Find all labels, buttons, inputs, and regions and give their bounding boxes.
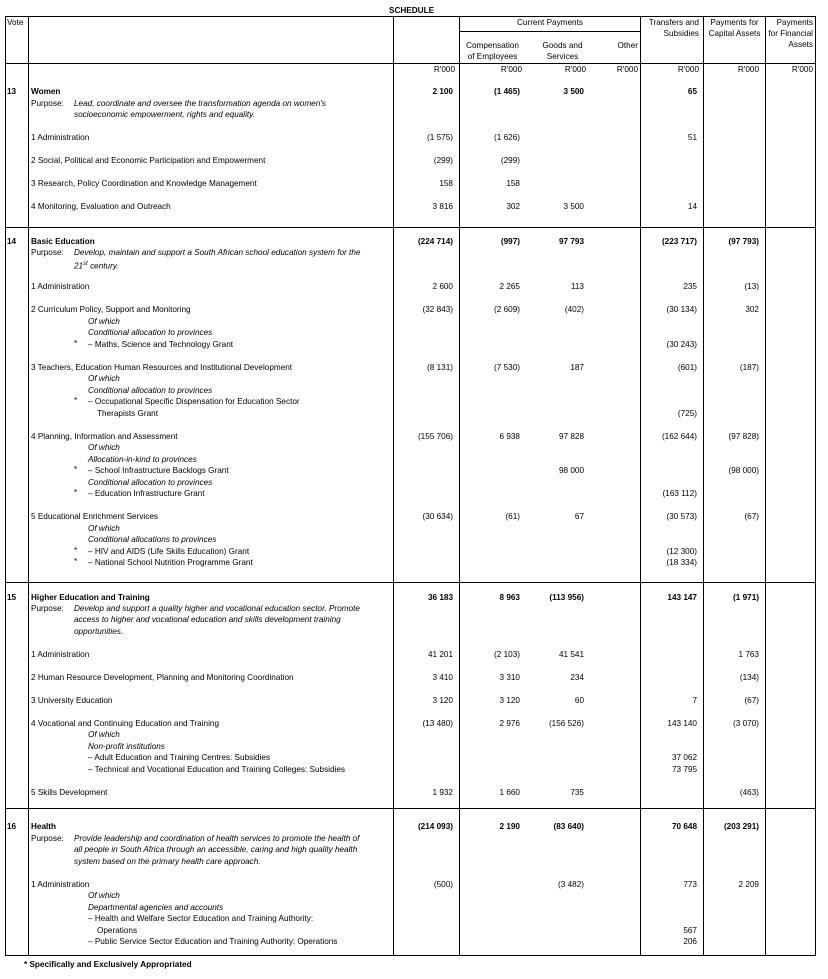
comp-header-line1: Compensation [466,41,519,50]
purpose-text-tail: century. [90,261,119,271]
vote-goods: (83 640) [553,822,584,831]
vote-name: Women [31,87,61,96]
programme-comp: (61) [505,512,520,521]
vote-total: (214 093) [417,822,453,831]
vote-name: Health [31,822,57,831]
programme-label: 1 Administration [31,282,90,291]
programme-total: (30 634) [422,512,453,521]
goods-header-line2: Services [546,52,579,61]
of-which-label: Of which [88,374,120,383]
programme-transfers: (30 573) [666,512,697,521]
programme-comp: (1 626) [494,133,520,142]
programme-transfers: (601) [677,363,697,372]
programme-comp: 3 310 [499,673,520,682]
purpose-text-superscript: st [83,261,88,267]
vote-divider-14 [5,227,815,228]
purpose-text: access to higher and vocational education and skills development training [74,615,341,624]
grant-label: – Adult Education and Training Centres: Subsidies [88,753,271,762]
appropriation-star: * [74,488,78,497]
current-payments-header: Current Payments [517,18,583,27]
grant-transfers: 567 [683,926,697,935]
schedule-title: SCHEDULE [389,6,435,15]
purpose-text: Develop, maintain and support a South African school education system for the [74,248,361,257]
programme-transfers: (30 134) [666,305,697,314]
col-border-vote [28,16,29,956]
appropriation-star: * [74,396,78,405]
grant-transfers: (30 243) [666,340,697,349]
unit-label-total: R'000 [433,65,455,74]
programme-total: 158 [439,179,453,188]
vote-capital: (203 291) [723,822,759,831]
allocation-category: Conditional allocation to provinces [88,478,213,487]
programme-capital: 2 209 [738,880,759,889]
grant-capital: (98 000) [728,466,759,475]
grant-label: – Maths, Science and Technology Grant [88,340,234,349]
vote-capital: (1 971) [733,593,759,602]
programme-goods: 41 541 [558,650,584,659]
programme-transfers: 235 [683,282,697,291]
programme-total: 41 201 [427,650,453,659]
programme-total: 3 120 [432,696,453,705]
programme-total: (299) [433,156,453,165]
programme-total: (155 706) [417,432,453,441]
programme-label: 5 Educational Enrichment Services [31,512,158,521]
vote-divider-16 [5,808,815,809]
programme-total: 2 600 [432,282,453,291]
programme-goods: (402) [564,305,584,314]
programme-capital: (3 070) [733,719,759,728]
programme-transfers: 143 140 [667,719,697,728]
programme-comp: 2 976 [499,719,520,728]
vote-number: 13 [7,87,17,96]
unit-label-goods: R'000 [564,65,586,74]
grant-label: – National School Nutrition Programme Grant [88,558,253,567]
vote-name: Basic Education [31,237,95,246]
vote-comp: 8 963 [499,593,520,602]
vote-total: (224 714) [417,237,453,246]
unit-label-financial: R'000 [791,65,813,74]
vote-comp: 2 190 [499,822,520,831]
vote-transfers: 70 648 [671,822,697,831]
col-border-capital [765,16,766,956]
grant-label: – Health and Welfare Sector Education and Training Authority: [88,914,314,923]
programme-comp: 158 [506,179,520,188]
programme-comp: (2 103) [494,650,520,659]
programme-total: 3 816 [432,202,453,211]
programme-label: 1 Administration [31,650,90,659]
purpose-text: socioeconomic empowerment, rights and equality. [74,110,255,119]
purpose-text: opportunities. [74,627,124,636]
vote-divider-15 [5,582,815,583]
purpose-text [74,259,119,272]
programme-comp: 1 660 [499,788,520,797]
financial-header-line1: Payments [776,18,813,27]
purpose-text: Develop and support a quality higher and vocational education sector. Promote [74,604,360,613]
programme-goods: 97 828 [558,432,584,441]
programme-comp: (299) [500,156,520,165]
of-which-label: Of which [88,891,120,900]
of-which-label: Of which [88,317,120,326]
vote-number: 15 [7,593,17,602]
allocation-category: Conditional allocation to provinces [88,328,213,337]
unit-label-other: R'000 [616,65,638,74]
capital-header-line1: Payments for [710,18,759,27]
purpose-text: Lead, coordinate and oversee the transformation agenda on women's [74,99,326,108]
grant-transfers: (12 300) [666,547,697,556]
programme-comp: (2 609) [494,305,520,314]
vote-goods: (113 956) [549,593,584,602]
unit-label-transfers: R'000 [677,65,699,74]
programme-label: 4 Vocational and Continuing Education and Training [31,719,219,728]
vote-number: 16 [7,822,17,831]
programme-total: (1 575) [427,133,453,142]
programme-comp: 6 938 [499,432,520,441]
vote-goods: 3 500 [563,87,584,96]
allocation-category: Conditional allocations to provinces [88,535,217,544]
programme-label: 5 Skills Development [31,788,108,797]
programme-label: 3 University Education [31,696,113,705]
programme-capital: (187) [739,363,759,372]
grant-transfers: (18 334) [666,558,697,567]
financial-header-line3: Assets [788,40,813,49]
col-border-left [5,16,6,956]
of-which-label: Of which [88,443,120,452]
goods-header-line1: Goods and [542,41,583,50]
appropriation-star: * [74,339,78,348]
allocation-category: Non-profit institutions [88,742,165,751]
programme-transfers: (162 644) [661,432,697,441]
programme-transfers: 51 [687,133,697,142]
programme-capital: (97 828) [728,432,759,441]
programme-capital: 302 [745,305,759,314]
programme-transfers: 14 [687,202,697,211]
allocation-category: Allocation-in-kind to provinces [88,455,197,464]
grant-label: – Public Service Sector Education and Training Authority: Operations [88,937,338,946]
programme-transfers: 7 [692,696,697,705]
programme-capital: (463) [739,788,759,797]
programme-comp: 302 [506,202,520,211]
purpose-label: Purpose: [31,99,64,108]
capital-header-line2: Capital Assets [708,29,761,38]
programme-comp: (7 530) [494,363,520,372]
grant-transfers: (725) [677,409,697,418]
grant-label: Therapists Grant [97,409,158,418]
table-bottom-border [5,955,815,956]
programme-label: 2 Human Resource Development, Planning and Monitoring Coordination [31,673,294,682]
programme-label: 4 Planning, Information and Assessment [31,432,178,441]
programme-goods: 60 [574,696,584,705]
grant-goods: 98 000 [558,466,584,475]
programme-total: (500) [433,880,453,889]
vote-number: 14 [7,237,17,246]
appropriation-star: * [74,546,78,555]
grant-label: – Occupational Specific Dispensation for Education Sector [88,397,300,406]
programme-transfers: 773 [683,880,697,889]
of-which-label: Of which [88,524,120,533]
programme-total: 1 932 [432,788,453,797]
programme-capital: 1 763 [738,650,759,659]
allocation-category: Conditional allocation to provinces [88,386,213,395]
programme-capital: (67) [744,512,759,521]
programme-label: 4 Monitoring, Evaluation and Outreach [31,202,171,211]
grant-label: Operations [97,926,138,935]
programme-label: 1 Administration [31,880,90,889]
grant-label: – School Infrastructure Backlogs Grant [88,466,229,475]
purpose-text-number: 21 [74,261,84,271]
grant-transfers: 73 795 [671,765,697,774]
col-border-right [815,16,816,956]
vote-goods: 97 793 [558,237,584,246]
programme-goods: 113 [570,282,584,291]
vote-name: Higher Education and Training [31,593,150,602]
col-border-transfers [703,16,704,956]
programme-total: (13 480) [422,719,453,728]
unit-label-comp: R'000 [500,65,522,74]
programme-goods: 735 [570,788,584,797]
grant-label: – Technical and Vocational Education and Training Colleges: Subsidies [88,765,346,774]
grant-label: – Education Infrastructure Grant [88,489,205,498]
programme-capital: (13) [744,282,759,291]
purpose-text: Provide leadership and coordination of health services to promote the health of [74,834,360,843]
other-header: Other [617,41,638,50]
grant-transfers: 206 [683,937,697,946]
grant-transfers: 37 062 [671,753,697,762]
vote-comp: (997) [500,237,520,246]
purpose-label: Purpose: [31,834,64,843]
purpose-text: all people in South Africa through an accessible, caring and high quality health [74,845,358,854]
allocation-category: Departmental agencies and accounts [88,903,224,912]
footnote: * Specifically and Exclusively Appropriated [24,960,192,969]
col-border-other [640,16,641,956]
purpose-text: system based on the primary health care approach. [74,857,261,866]
appropriation-star: * [74,465,78,474]
programme-total: 3 410 [432,673,453,682]
programme-total: (32 843) [422,305,453,314]
programme-comp: 2 265 [499,282,520,291]
programme-goods: (3 482) [558,880,584,889]
programme-goods: 234 [570,673,584,682]
programme-label: 3 Research, Policy Coordination and Knowledge Management [31,179,257,188]
programme-label: 1 Administration [31,133,90,142]
vote-total: 2 100 [432,87,453,96]
transfers-header-line1: Transfers and [648,18,699,27]
header-subrow-rule [460,31,640,32]
financial-header-line2: for Financial [768,29,813,38]
vote-comp: (1 465) [494,87,520,96]
programme-comp: 3 120 [499,696,520,705]
vote-header: Vote [7,18,24,27]
programme-goods: 187 [570,363,584,372]
comp-header-line2: of Employees [467,52,518,61]
programme-label: 2 Social, Political and Economic Participation and Empowerment [31,156,266,165]
vote-transfers: (223 717) [661,237,697,246]
grant-label: – HIV and AIDS (Life Skills Education) Grant [88,547,250,556]
programme-goods: 67 [574,512,584,521]
programme-label: 3 Teachers, Education Human Resources and Institutional Development [31,363,293,372]
programme-goods: (156 526) [548,719,584,728]
programme-capital: (67) [744,696,759,705]
purpose-label: Purpose: [31,248,64,257]
transfers-header-line2: Subsidies [663,29,699,38]
of-which-label: Of which [88,730,120,739]
programme-label: 2 Curriculum Policy, Support and Monitoring [31,305,191,314]
vote-total: 36 183 [427,593,453,602]
programme-capital: (134) [739,673,759,682]
vote-transfers: 143 147 [667,593,697,602]
purpose-label: Purpose: [31,604,64,613]
appropriation-star: * [74,557,78,566]
programme-total: (8 131) [427,363,453,372]
programme-goods: 3 500 [563,202,584,211]
vote-capital: (97 793) [728,237,759,246]
grant-transfers: (163 112) [662,489,697,498]
vote-transfers: 65 [687,87,697,96]
unit-label-capital: R'000 [737,65,759,74]
